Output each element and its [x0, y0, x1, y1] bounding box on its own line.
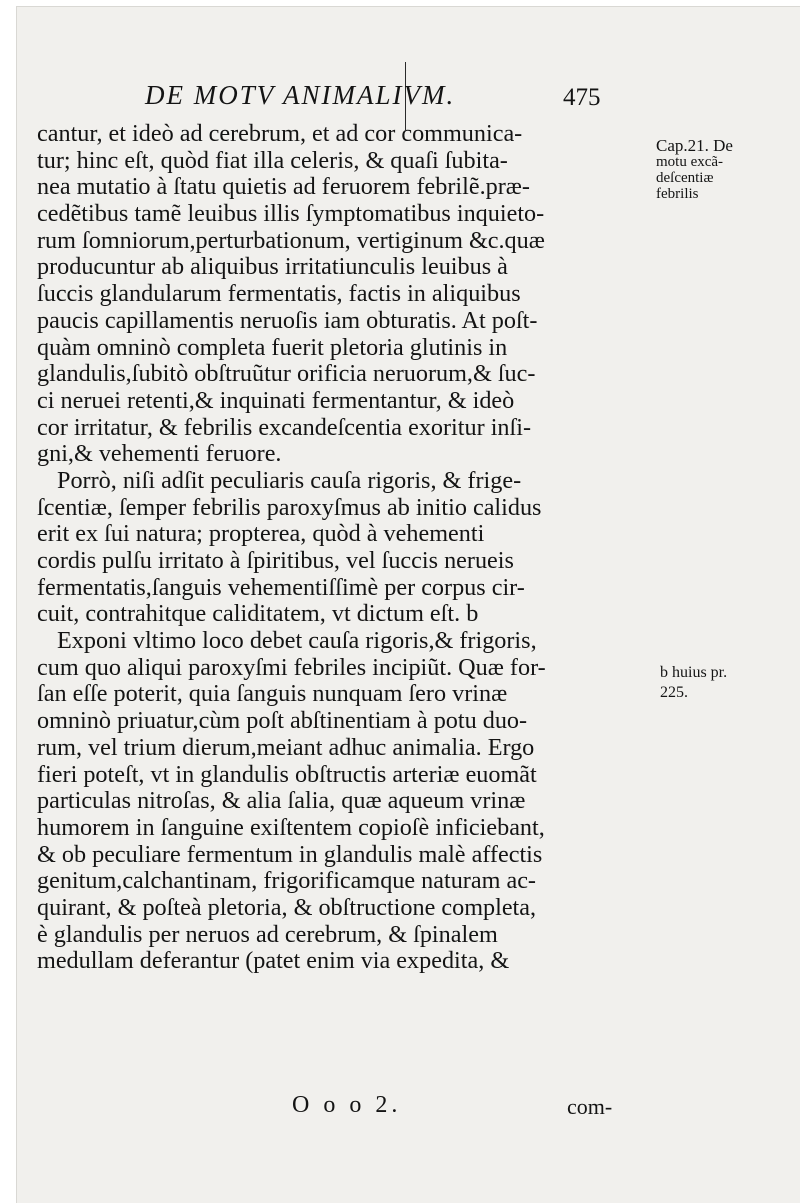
signature-mark: O o o 2. [292, 1092, 402, 1118]
paragraph-start-line: Exponi vltimo loco debet cauſa rigoris,& frigoris, [57, 627, 537, 655]
text-line: ci neruei retenti,& inquinati fermentantur, & ideò [37, 386, 515, 414]
text-line: medullam deferantur (patet enim via expedita, & [37, 947, 510, 975]
text-line: genitum,calchantinam, frigorificamque naturam ac- [37, 867, 536, 895]
text-line: glandulis,ſubitò obſtruũtur orificia neruorum,& ſuc- [37, 360, 536, 388]
body-text [37, 121, 651, 975]
text-line: gni,& vehementi feruore. [37, 440, 282, 468]
text-line: quirant, & poſteà pletoria, & obſtructione completa, [37, 893, 537, 921]
margin-note-line: febrilis [656, 186, 699, 202]
margin-note-line: Cap.21. De [656, 136, 733, 155]
text-line: ſcentiæ, ſemper febrilis paroxyſmus ab initio calidus [37, 493, 542, 521]
running-head: DE MOTV ANIMALIVM. [145, 80, 456, 110]
text-line: ſuccis glandularum fermentatis, factis in aliquibus [37, 280, 521, 308]
text-line: ſan eſſe poterit, quia ſanguis nunquam ſero vrinæ [37, 680, 508, 708]
text-line: & ob peculiare fermentum in glandulis malè affectis [37, 840, 543, 868]
text-line: è glandulis per neruos ad cerebrum, & ſpinalem [37, 920, 498, 948]
text-line: cordis pulſu irritato à ſpiritibus, vel ſuccis nerueis [37, 547, 514, 574]
page-number: 475 [563, 84, 601, 111]
catchword: com- [567, 1094, 613, 1119]
text-line: paucis capillamentis neruoſis iam obturatis. At poſt- [37, 306, 538, 334]
text-line: nea mutatio à ſtatu quietis ad feruorem febrilẽ.præ- [37, 173, 530, 201]
text-line: rum ſomniorum,perturbationum, vertiginum &c.quæ [37, 226, 545, 254]
margin-note-line: b huius pr. [660, 664, 728, 681]
margin-note-reference [660, 663, 727, 703]
text-line: cum quo aliqui paroxyſmi febriles incipiũt. Quæ for- [37, 653, 546, 681]
margin-note-line: motu excã- [656, 154, 724, 170]
text-line: omninò priuatur,cùm poſt abſtinentiam à potu duo- [37, 707, 528, 735]
text-line: cantur, et ideò ad cerebrum, et ad cor communica- [37, 120, 523, 147]
margin-note-chapter [656, 138, 733, 202]
text-line: cuit, contrahitque caliditatem, vt dictum eſt. b [37, 600, 479, 628]
text-line: fermentatis,ſanguis vehementiſſimè per corpus cir- [37, 573, 525, 601]
text-line: tur; hinc eſt, quòd fiat illa celeris, & quaſi ſubita- [37, 146, 508, 174]
text-line: producuntur ab aliquibus irritatiunculis leuibus à [37, 253, 508, 281]
text-line: humorem in ſanguine exiſtentem copioſè inficiebant, [37, 813, 545, 841]
text-line: quàm omninò completa fuerit pletoria glutinis in [37, 333, 508, 361]
margin-note-line: 225. [660, 684, 688, 701]
text-line: erit ex ſui natura; propterea, quòd à vehementi [37, 520, 485, 548]
text-line: particulas nitroſas, & alia ſalia, quæ aqueum vrinæ [37, 787, 526, 815]
paragraph-start-line: Porrò, niſi adſit peculiaris cauſa rigoris, & frige- [57, 466, 522, 494]
text-line: cedẽtibus tamẽ leuibus illis ſymptomatibus inquieto- [37, 200, 545, 228]
text-line: rum, vel trium dierum,meiant adhuc animalia. Ergo [37, 733, 535, 761]
text-line: fieri poteſt, vt in glandulis obſtructis arteriæ euomãt [37, 760, 537, 788]
margin-note-line: deſcentiæ [656, 170, 714, 186]
text-line: cor irritatur, & febrilis excandeſcentia exoritur inſi- [37, 413, 532, 441]
